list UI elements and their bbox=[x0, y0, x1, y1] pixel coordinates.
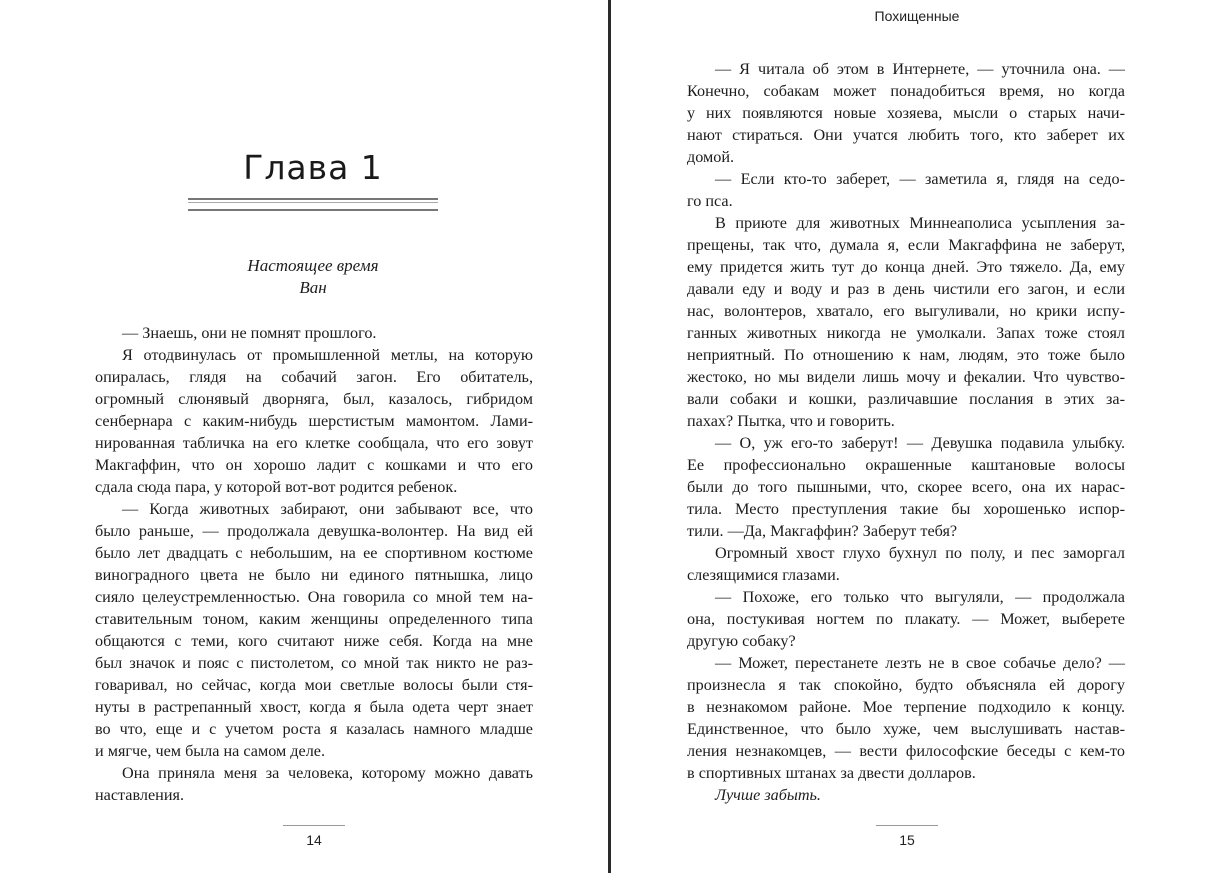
text-line: Макгаффин, что он хорошо ладит с кошками и что его bbox=[95, 456, 533, 474]
running-head: Похищенные bbox=[874, 8, 960, 24]
chapter-subheading-time: Настоящее время bbox=[247, 256, 379, 275]
page-number-rule bbox=[283, 825, 345, 826]
text-line: Ее профессионально окрашенные каштановые волосы bbox=[687, 456, 1125, 474]
text-line: — Когда животных забирают, они забывают все, что bbox=[122, 500, 533, 518]
chapter-subheading-narrator: Ван bbox=[299, 278, 327, 297]
text-line: Конечно, собакам может понадобиться время, но когда bbox=[687, 82, 1125, 100]
text-line: были до того пышными, что, скорее всего, она их нарас- bbox=[687, 478, 1125, 496]
chapter-title-rule bbox=[188, 198, 438, 211]
text-line: Единственное, что было хуже, чем выслушивать настав- bbox=[687, 720, 1125, 738]
text-line: Я отодвинулась от промышленной метлы, на которую bbox=[122, 346, 533, 364]
text-line: ганных животных никогда не умолкали. Запах тоже стоял bbox=[687, 324, 1125, 342]
page-number: 15 bbox=[899, 832, 915, 848]
text-line: был значок и пояс с пистолетом, со мной так никто не раз- bbox=[95, 654, 533, 672]
text-line: неприятный. По отношению к нам, людям, это тоже было bbox=[687, 346, 1125, 364]
text-line: общаются с теми, кого считают ниже себя. Когда на мне bbox=[95, 632, 533, 650]
text-line: было лет двадцать с небольшим, на ее спортивном костюме bbox=[95, 544, 533, 562]
text-line: — Если кто-то заберет, — заметила я, глядя на седо- bbox=[715, 170, 1125, 188]
text-line: — Знаешь, они не помнят прошлого. bbox=[122, 324, 377, 342]
text-line: в незнакомом районе. Мое терпение подходило к концу. bbox=[687, 698, 1125, 716]
text-line-italic: Лучше забыть. bbox=[715, 786, 821, 804]
text-line: нают стираться. Они учатся любить того, кто заберет их bbox=[687, 126, 1125, 144]
page-number-rule bbox=[876, 825, 938, 826]
text-line: в спортивных штанах за двести долларов. bbox=[687, 764, 976, 782]
text-line: другую собаку? bbox=[687, 632, 796, 650]
chapter-title: Глава 1 bbox=[243, 148, 383, 187]
text-line: ставительным тоном, каким женщины определенного типа bbox=[95, 610, 533, 628]
book-spine bbox=[608, 0, 611, 873]
text-line: давали еду и воду и раз в день чистили его загон, и если bbox=[687, 280, 1125, 298]
text-line: виноградного цвета не было ни единого пятнышка, лицо bbox=[95, 566, 533, 584]
text-line: го пса. bbox=[687, 192, 733, 210]
page-number: 14 bbox=[306, 832, 322, 848]
text-line: наставления. bbox=[95, 786, 184, 804]
text-line: В приюте для животных Миннеаполиса усыпления за- bbox=[715, 214, 1125, 232]
text-line: огромный слюнявый дворняга, был, казалось, гибридом bbox=[95, 390, 533, 408]
text-line: слезящимися глазами. bbox=[687, 566, 840, 584]
text-line: сдала сюда пара, у которой вот-вот родится ребенок. bbox=[95, 478, 458, 496]
text-line: сияло целеустремленностью. Она говорила со мной тем на- bbox=[95, 588, 533, 606]
text-line: нас, волонтеров, хватало, его выгуливали, но крики испу- bbox=[687, 302, 1125, 320]
text-line: — Может, перестанете лезть не в свое собачье дело? — bbox=[715, 654, 1125, 672]
text-line: опиралась, глядя на собачий загон. Его обитатель, bbox=[95, 368, 533, 386]
text-line: — Похоже, его только что выгуляли, — продолжала bbox=[715, 588, 1125, 606]
text-line: домой. bbox=[687, 148, 735, 166]
text-line: и мягче, чем была на самом деле. bbox=[95, 742, 326, 760]
text-line: у них появляются новые хозяева, мысли о старых начи- bbox=[687, 104, 1125, 122]
text-line: прещены, так что, думала я, если Макгаффина не заберут, bbox=[687, 236, 1125, 254]
text-line: произнесла я так спокойно, будто объясняла ей дорогу bbox=[687, 676, 1125, 694]
text-line: тила. Место преступления такие бы хорошенько испор- bbox=[687, 500, 1125, 518]
text-line: говаривал, но сейчас, когда мои светлые волосы были стя- bbox=[95, 676, 533, 694]
text-line: вали собаки и кошки, различавшие послания в этих за- bbox=[687, 390, 1125, 408]
right-page bbox=[612, 0, 1222, 873]
text-line: она, постукивая ногтем по плакату. — Может, выберете bbox=[687, 610, 1125, 628]
text-line: — Я читала об этом в Интернете, — уточнила она. — bbox=[715, 60, 1125, 78]
text-line: тили. —Да, Макгаффин? Заберут тебя? bbox=[687, 522, 958, 540]
text-line: было раньше, — продолжала девушка-волонтер. На вид ей bbox=[95, 522, 533, 540]
text-line: — О, уж его-то заберут! — Девушка подавила улыбку. bbox=[715, 434, 1125, 452]
text-line: ления незнакомцев, — вести философские беседы с кем-то bbox=[687, 742, 1125, 760]
text-line: Она приняла меня за человека, которому можно давать bbox=[122, 764, 533, 782]
text-line: Огромный хвост глухо бухнул по полу, и пес заморгал bbox=[715, 544, 1125, 562]
text-line: ему придется жить тут до конца дней. Это тяжело. Да, ему bbox=[687, 258, 1125, 276]
text-line: жестоко, но мы видели лишь мочу и фекалии. Что чувство- bbox=[687, 368, 1125, 386]
text-line: сенбернара с каким-нибудь шерстистым мамонтом. Лами- bbox=[95, 412, 533, 430]
left-page bbox=[0, 0, 608, 873]
text-line: во что, еще и с учетом роста я казалась намного младше bbox=[95, 720, 533, 738]
text-line: нированная табличка на его клетке сообщала, что его зовут bbox=[95, 434, 533, 452]
text-line: нуты в растрепанный хвост, когда я была одета черт знает bbox=[95, 698, 533, 716]
text-line: пахах? Пытка, что и говорить. bbox=[687, 412, 895, 430]
